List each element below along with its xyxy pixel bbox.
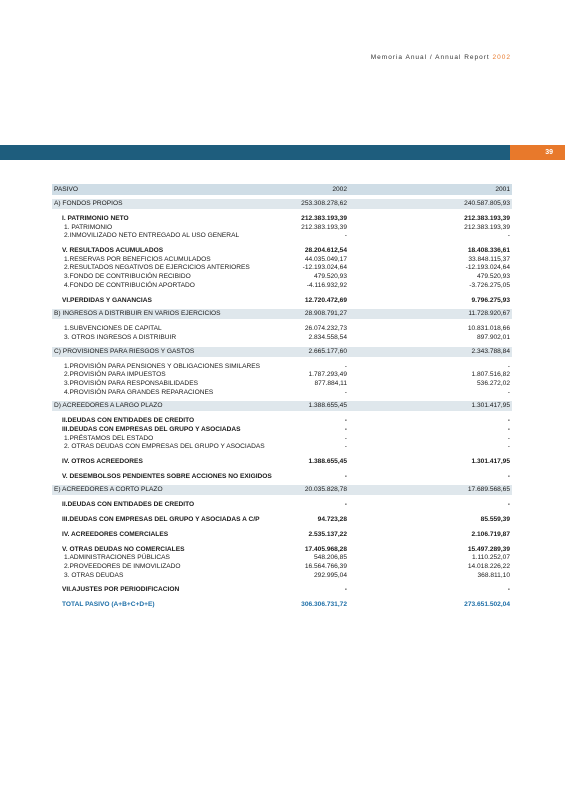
total-row xyxy=(52,601,512,610)
value-2002: 292.995,04 xyxy=(313,571,347,579)
table-row xyxy=(52,389,512,398)
table-row xyxy=(52,443,512,452)
value-2002: 26.074.232,73 xyxy=(304,325,347,333)
row-label: 1.PRÉSTAMOS DEL ESTADO xyxy=(64,434,154,442)
value-2002: 2.665.177,60 xyxy=(308,347,347,355)
value-2001: 9.796.275,93 xyxy=(471,296,510,304)
row-label: 1.RESERVAS POR BENEFICIOS ACUMULADOS xyxy=(64,255,211,263)
row-label: 4.FONDO DE CONTRIBUCIÓN APORTADO xyxy=(64,281,195,289)
value-2002: - xyxy=(344,232,347,240)
row-label: I. PATRIMONIO NETO xyxy=(62,215,129,222)
table-row xyxy=(52,371,512,380)
section-row xyxy=(52,401,512,411)
row-label: V. DESEMBOLSOS PENDIENTES SOBRE ACCIONES NO EXIGIDOS xyxy=(62,472,272,480)
table-row xyxy=(52,232,512,241)
row-label: TOTAL PASIVO (A+B+C+D+E) xyxy=(62,600,155,608)
value-2001: 212.383.193,39 xyxy=(464,215,510,222)
value-2001: 18.408.336,61 xyxy=(467,247,510,255)
value-2002: 548.206,85 xyxy=(313,554,347,562)
value-2001: -3.726.275,05 xyxy=(469,281,510,289)
value-2001: 11.728.920,67 xyxy=(468,310,510,318)
value-2002: 1.787.293,49 xyxy=(308,371,347,379)
value-2001: - xyxy=(507,434,510,442)
table-row xyxy=(52,586,512,595)
value-2001: 1.301.417,95 xyxy=(471,458,510,466)
value-2001: 368.811,10 xyxy=(477,571,510,579)
table-row xyxy=(52,435,512,444)
table-row xyxy=(52,426,512,435)
table-row xyxy=(52,563,512,572)
table-row xyxy=(52,273,512,282)
value-2002: 16.564.766,39 xyxy=(304,562,347,570)
value-2001: 17.689.568,65 xyxy=(467,486,510,494)
value-2002: - xyxy=(344,417,347,425)
report-title: Memoria Anual / Annual Report xyxy=(370,54,490,61)
value-2002: 1.388.655,45 xyxy=(308,458,347,466)
row-label: VI.PERDIDAS Y GANANCIAS xyxy=(62,296,152,304)
value-2002: 17.405.968,28 xyxy=(304,545,347,553)
value-2001: 1.301.417,95 xyxy=(471,402,510,410)
row-label: V. RESULTADOS ACUMULADOS xyxy=(62,247,164,255)
table-row xyxy=(52,363,512,372)
row-label: A) FONDOS PROPIOS xyxy=(54,200,123,207)
value-2002: 253.308.278,62 xyxy=(301,200,347,207)
value-2002: 28.908.791,27 xyxy=(304,310,347,318)
value-2002: -12.193.024,64 xyxy=(302,264,347,272)
table-row xyxy=(52,215,512,224)
value-2002: 479.520,93 xyxy=(313,273,347,281)
row-label: III.DEUDAS CON EMPRESAS DEL GRUPO Y ASOCIADAS xyxy=(62,426,241,433)
value-2002: 877.884,11 xyxy=(314,379,347,387)
value-2001: 212.383.193,39 xyxy=(464,223,510,231)
report-header xyxy=(371,54,511,61)
row-label: 3. OTROS INGRESOS A DISTRIBUIR xyxy=(64,333,177,341)
value-2001: 10.831.018,66 xyxy=(467,325,510,333)
value-2002: 2.834.558,54 xyxy=(308,333,347,341)
value-2002: - xyxy=(344,472,347,480)
value-2001: - xyxy=(507,417,510,425)
row-label: 2.PROVISIÓN PARA IMPUESTOS xyxy=(64,371,166,379)
value-2002: 12.720.472,69 xyxy=(304,296,347,304)
value-2001: 15.497.289,39 xyxy=(467,545,510,553)
value-2001: 897.902,01 xyxy=(476,333,510,341)
value-2001: 273.651.502,04 xyxy=(464,600,510,608)
table-row xyxy=(52,256,512,265)
value-2002: 44.035.049,17 xyxy=(304,255,347,263)
section-row xyxy=(52,485,512,495)
row-label: 2. OTRAS DEUDAS CON EMPRESAS DEL GRUPO Y ASOCIADAS xyxy=(64,443,265,451)
value-2002: - xyxy=(344,501,347,509)
row-label: 3.PROVISIÓN PARA RESPONSABILIDADES xyxy=(64,379,198,387)
value-2002: 1.388.655,45 xyxy=(308,402,347,410)
balance-table xyxy=(52,184,512,610)
table-row xyxy=(52,325,512,334)
value-2001: - xyxy=(507,443,510,451)
value-2001: - xyxy=(507,362,510,370)
row-label: III.DEUDAS CON EMPRESAS DEL GRUPO Y ASOCIADAS A C/P xyxy=(62,516,260,524)
value-2001: 14.018.226,22 xyxy=(467,562,510,570)
table-row xyxy=(52,554,512,563)
row-label: E) ACREEDORES A CORTO PLAZO xyxy=(54,486,163,494)
section-row xyxy=(52,347,512,357)
value-2001: - xyxy=(507,426,510,433)
row-label: 1.PROVISIÓN PARA PENSIONES Y OBLIGACIONES SIMILARES xyxy=(64,362,261,370)
row-label: 3.FONDO DE CONTRIBUCIÓN RECIBIDO xyxy=(64,273,191,281)
value-2002: 306.306.731,72 xyxy=(301,600,347,608)
table-row xyxy=(52,224,512,233)
row-label: II.DEUDAS CON ENTIDADES DE CREDITO xyxy=(62,417,195,425)
table-row xyxy=(52,417,512,426)
table-row xyxy=(52,297,512,306)
row-label: IV. OTROS ACREEDORES xyxy=(62,458,143,466)
table-row xyxy=(52,546,512,555)
page-number-box xyxy=(510,145,565,160)
value-2002: - xyxy=(344,434,347,442)
value-2002: - xyxy=(344,443,347,451)
table-row xyxy=(52,282,512,291)
value-2002: - xyxy=(344,586,347,594)
value-2002: 2.535.137,22 xyxy=(308,530,347,538)
row-label: IV. ACREEDORES COMERCIALES xyxy=(62,530,169,538)
value-2002: -4.116.932,92 xyxy=(306,281,347,289)
row-label: VII.AJUSTES POR PERIODIFICACION xyxy=(62,586,180,594)
value-2001: - xyxy=(507,472,510,480)
value-2001: 2.343.788,84 xyxy=(471,347,510,355)
row-label: II.DEUDAS CON ENTIDADES DE CREDITO xyxy=(62,501,195,509)
page-number: 39 xyxy=(545,149,553,156)
value-2002: - xyxy=(344,362,347,370)
report-year: 2002 xyxy=(492,54,511,61)
col-label: PASIVO xyxy=(54,186,79,193)
value-2001: - xyxy=(507,501,510,509)
row-label: 2.INMOVILIZADO NETO ENTREGADO AL USO GENERAL xyxy=(64,232,240,240)
row-label: 2.PROVEEDORES DE INMOVILIZADO xyxy=(64,562,181,570)
value-2001: 33.848.115,37 xyxy=(468,255,510,263)
value-2001: -12.193.024,64 xyxy=(465,264,510,272)
table-row xyxy=(52,264,512,273)
value-2002: 212.383.193,39 xyxy=(301,215,347,222)
table-row xyxy=(52,458,512,467)
value-2001: 536.272,02 xyxy=(476,379,510,387)
value-2002: - xyxy=(344,388,347,396)
row-label: 1.SUBVENCIONES DE CAPITAL xyxy=(64,325,162,333)
row-label: V. OTRAS DEUDAS NO COMERCIALES xyxy=(62,545,185,553)
table-header xyxy=(52,184,512,195)
value-2001: 240.587.805,93 xyxy=(464,200,510,207)
value-2001: 1.110.252,07 xyxy=(471,554,510,562)
row-label: 1. PATRIMONIO xyxy=(64,223,113,231)
value-2001: 479.520,93 xyxy=(476,273,510,281)
value-2001: - xyxy=(507,232,510,240)
value-2001: 1.807.516,82 xyxy=(471,371,510,379)
value-2002: 94.723,28 xyxy=(317,516,347,524)
value-2002: 28.204.612,54 xyxy=(304,247,347,255)
table-row xyxy=(52,501,512,510)
header-band xyxy=(0,145,510,160)
col-2002: 2002 xyxy=(332,186,347,193)
value-2002: - xyxy=(344,426,347,433)
table-row xyxy=(52,334,512,343)
section-row xyxy=(52,199,512,209)
row-label: B) INGRESOS A DISTRIBUIR EN VARIOS EJERCICIOS xyxy=(54,310,221,318)
table-row xyxy=(52,531,512,540)
value-2001: - xyxy=(507,586,510,594)
table-row xyxy=(52,572,512,581)
table-row xyxy=(52,380,512,389)
table-row xyxy=(52,473,512,482)
row-label: C) PROVISIONES PARA RIESGOS Y GASTOS xyxy=(54,347,195,355)
row-label: 2.RESULTADOS NEGATIVOS DE EJERCICIOS ANTERIORES xyxy=(64,264,250,272)
table-row xyxy=(52,247,512,256)
row-label: 4.PROVISIÓN PARA GRANDES REPARACIONES xyxy=(64,388,214,396)
value-2002: 212.383.193,39 xyxy=(301,223,347,231)
value-2001: - xyxy=(507,388,510,396)
row-label: D) ACREEDORES A LARGO PLAZO xyxy=(54,402,163,410)
table-body xyxy=(52,199,512,610)
section-row xyxy=(52,309,512,319)
col-2001: 2001 xyxy=(495,186,510,193)
value-2001: 2.106.719,87 xyxy=(471,530,510,538)
value-2001: 85.559,39 xyxy=(480,516,510,524)
table-row xyxy=(52,516,512,525)
value-2002: 20.035.828,78 xyxy=(304,486,347,494)
row-label: 1.ADMINISTRACIONES PÚBLICAS xyxy=(64,554,170,562)
row-label: 3. OTRAS DEUDAS xyxy=(64,571,124,579)
